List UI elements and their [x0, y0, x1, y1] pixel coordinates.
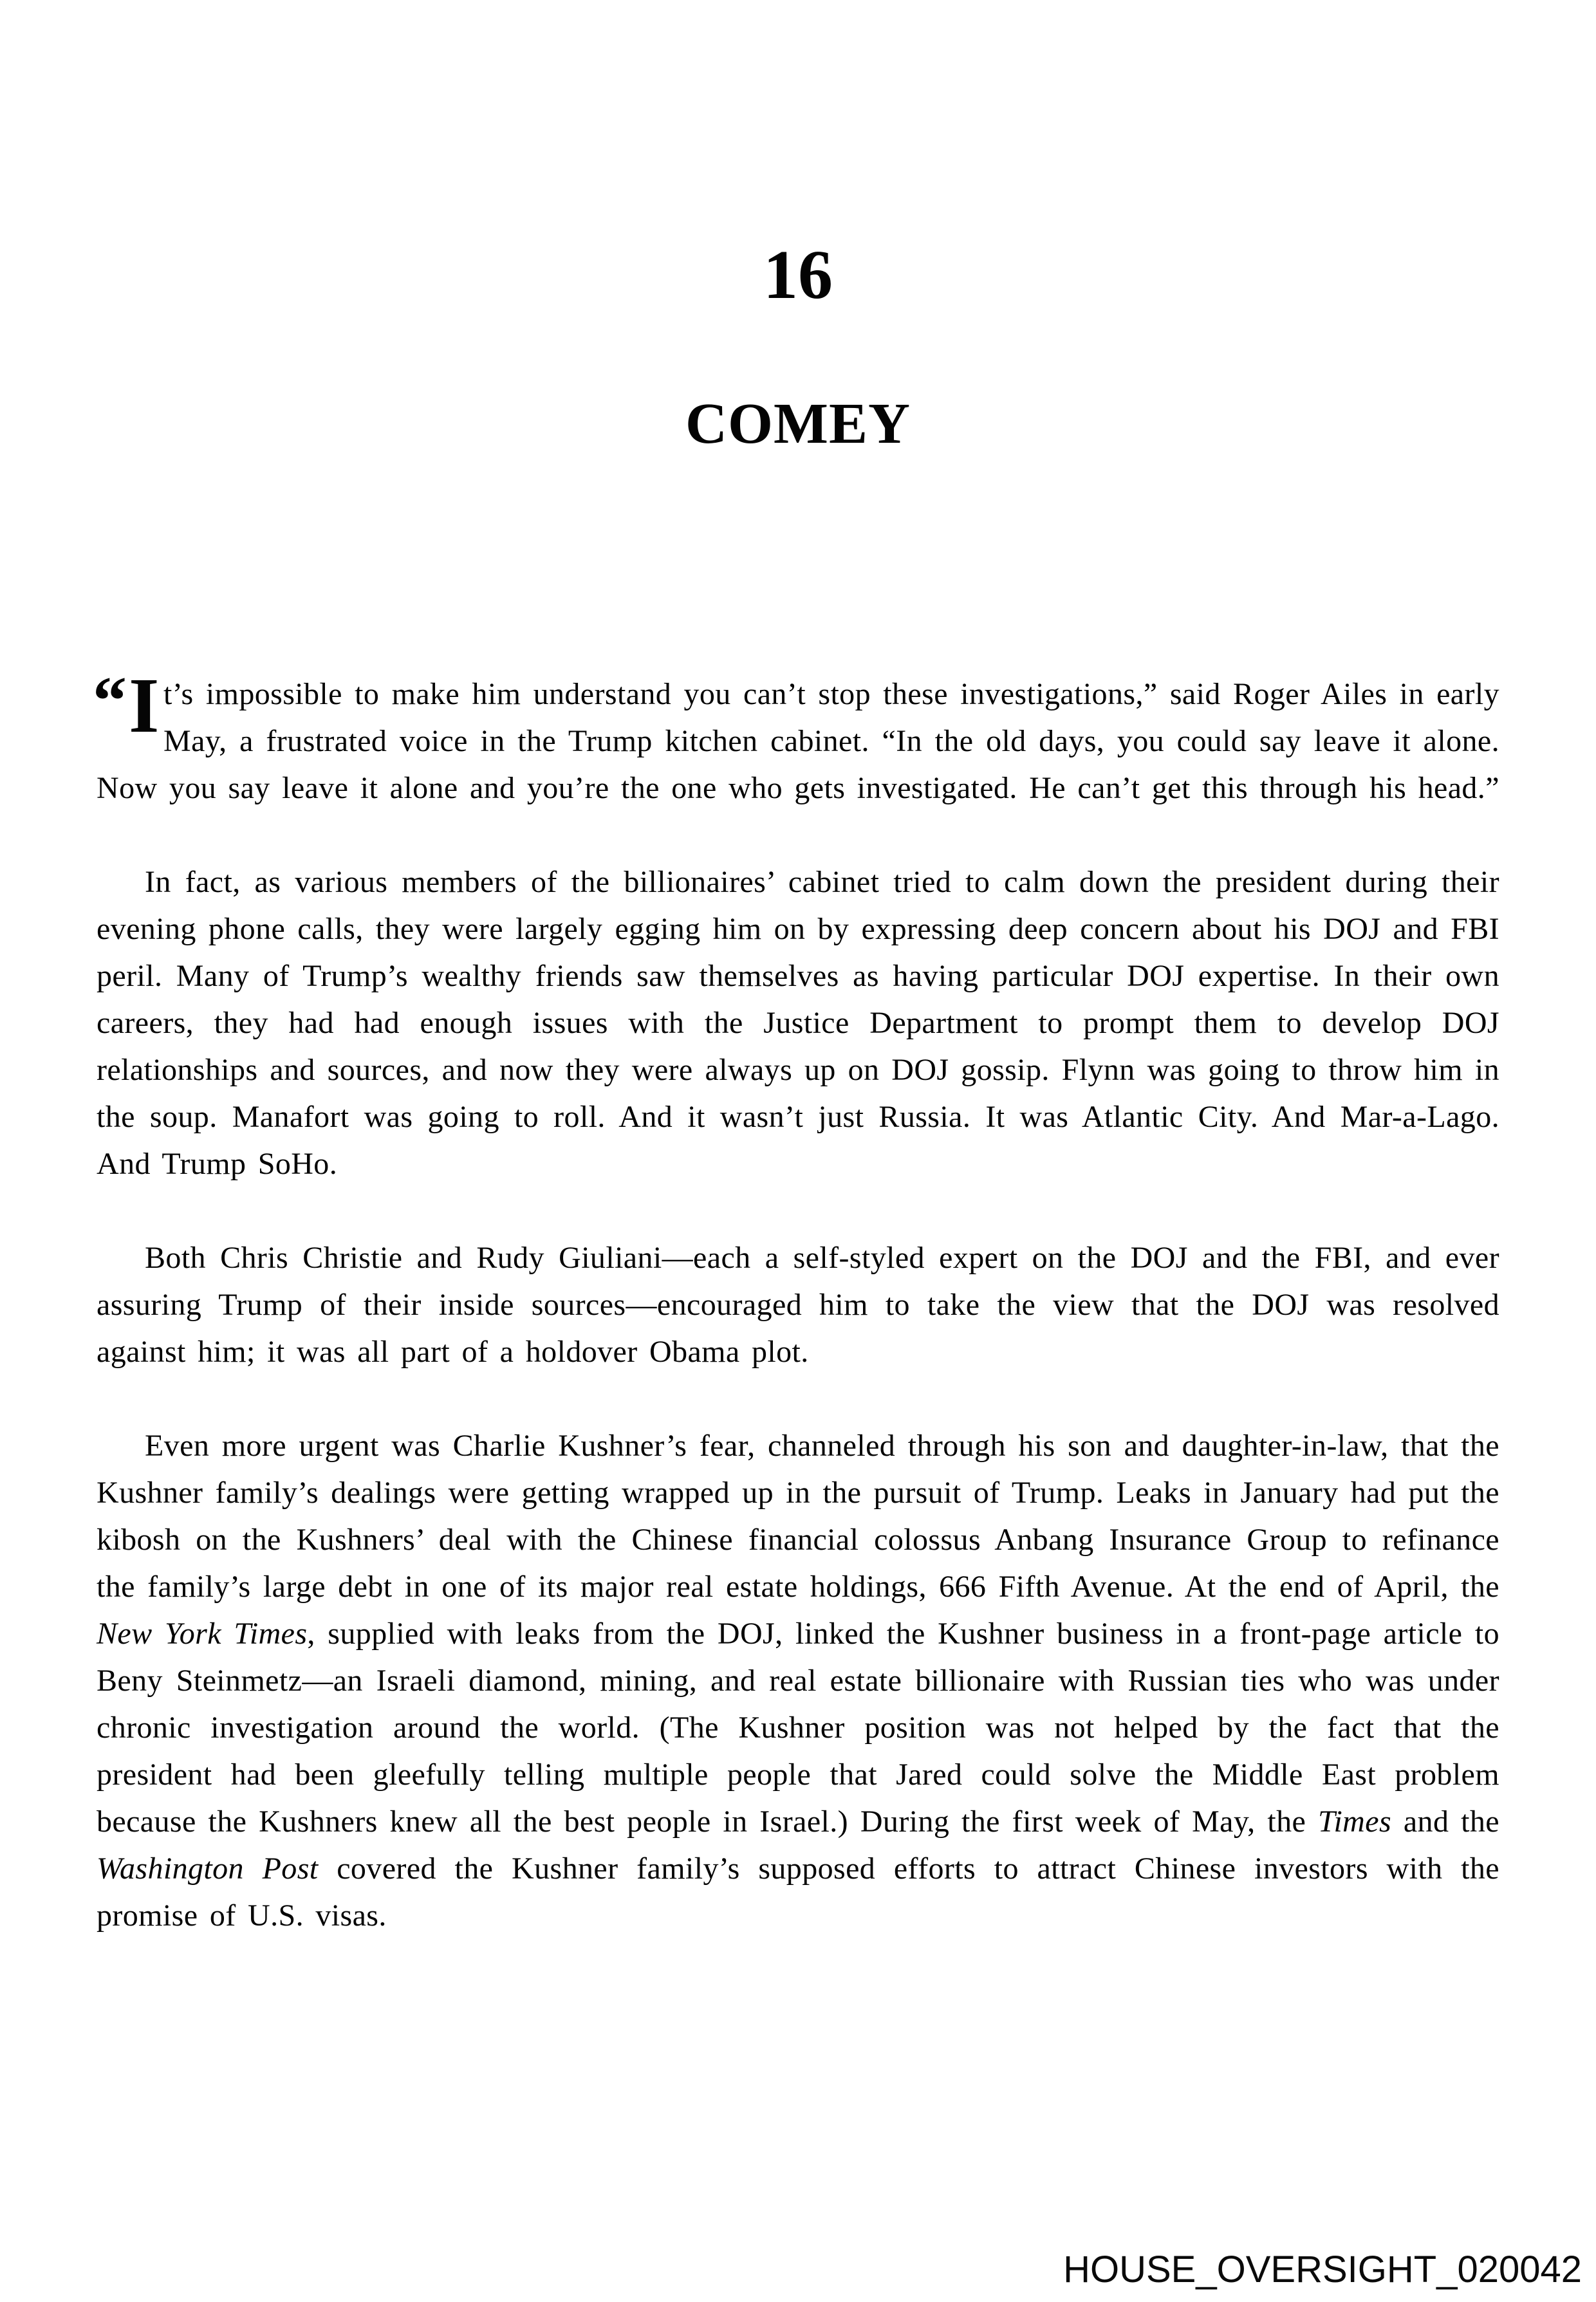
body-text: [93, 662, 1499, 1939]
paragraph-1: [93, 662, 1499, 812]
paragraph-4: [97, 1422, 1499, 1939]
bates-stamp: HOUSE_OVERSIGHT_020042: [1063, 2249, 1582, 2290]
paragraph-2: In fact, as various members of the billionaires’ cabinet tried to calm down the president during their evening phone calls, they were largely egging him on by expressing deep concern about his DOJ and FBI peril. Many of Trump’s wealthy friends saw themselves as having particular DOJ expertise. In their own careers, they had had enough issues with the Justice Department to prompt them to develop DOJ relationships and sources, and now they were always up on DOJ gossip. Flynn was going to throw him in the soup. Manafort was going to roll. And it wasn’t just Russia. It was Atlantic City. And Mar-a-Lago. And Trump SoHo.: [97, 865, 1499, 1181]
opening-quote-glyph: “: [93, 663, 127, 738]
times-italic: Times: [1318, 1805, 1392, 1839]
new-york-times-italic: New York Times: [97, 1617, 308, 1651]
paragraph-4-text-2: , supplied with leaks from the DOJ, linked the Kushner business in a front-page article to Beny Steinmetz—an Israeli diamond, mining, and real estate billionaire with Russian ties who was under chronic investigation around the world. (The Kushner position was not helped by the fact that the president had been gleefully telling multiple people that Jared could solve the Middle East problem because the Kushners knew all the best people in Israel.) During the first week of May, the: [97, 1617, 1499, 1839]
dropcap-lead: [93, 662, 160, 761]
washington-post-italic: Washington Post: [97, 1852, 319, 1886]
paragraph-3: Both Chris Christie and Rudy Giuliani—each a self-styled expert on the DOJ and the FBI, and ever assuring Trump of their inside sources—encouraged him to take the view that the DOJ was resolved against him; it was all part of a holdover Obama plot.: [97, 1241, 1499, 1369]
paragraph-4-text-3: and the: [1391, 1805, 1499, 1839]
dropcap-letter: I: [129, 662, 160, 749]
chapter-title: COMEY: [685, 392, 911, 456]
paragraph-4-text-1: Even more urgent was Charlie Kushner’s fear, channeled through his son and daughter-in-law, that the Kushner family’s dealings were getting wrapped up in the pursuit of Trump. Leaks in January had put the kibosh on the Kushners’ deal with the Chinese financial colossus Anbang Insurance Group to refinance the family’s large debt in one of its major real estate holdings, 666 Fifth Avenue. At the end of April, the: [97, 1429, 1499, 1604]
chapter-number: 16: [763, 237, 833, 313]
paragraph-1-text: t’s impossible to make him understand you can’t stop these investigations,” said Roger Ailes in early May, a frustrated voice in the Trump kitchen cabinet. “In the old days, you could say leave it alone. Now you say leave it alone and you’re the one who gets investigated. He can’t get this through his head.”: [97, 677, 1499, 805]
paragraph-4-text-4: covered the Kushner family’s supposed efforts to attract Chinese investors with the promise of U.S. visas.: [97, 1852, 1499, 1933]
